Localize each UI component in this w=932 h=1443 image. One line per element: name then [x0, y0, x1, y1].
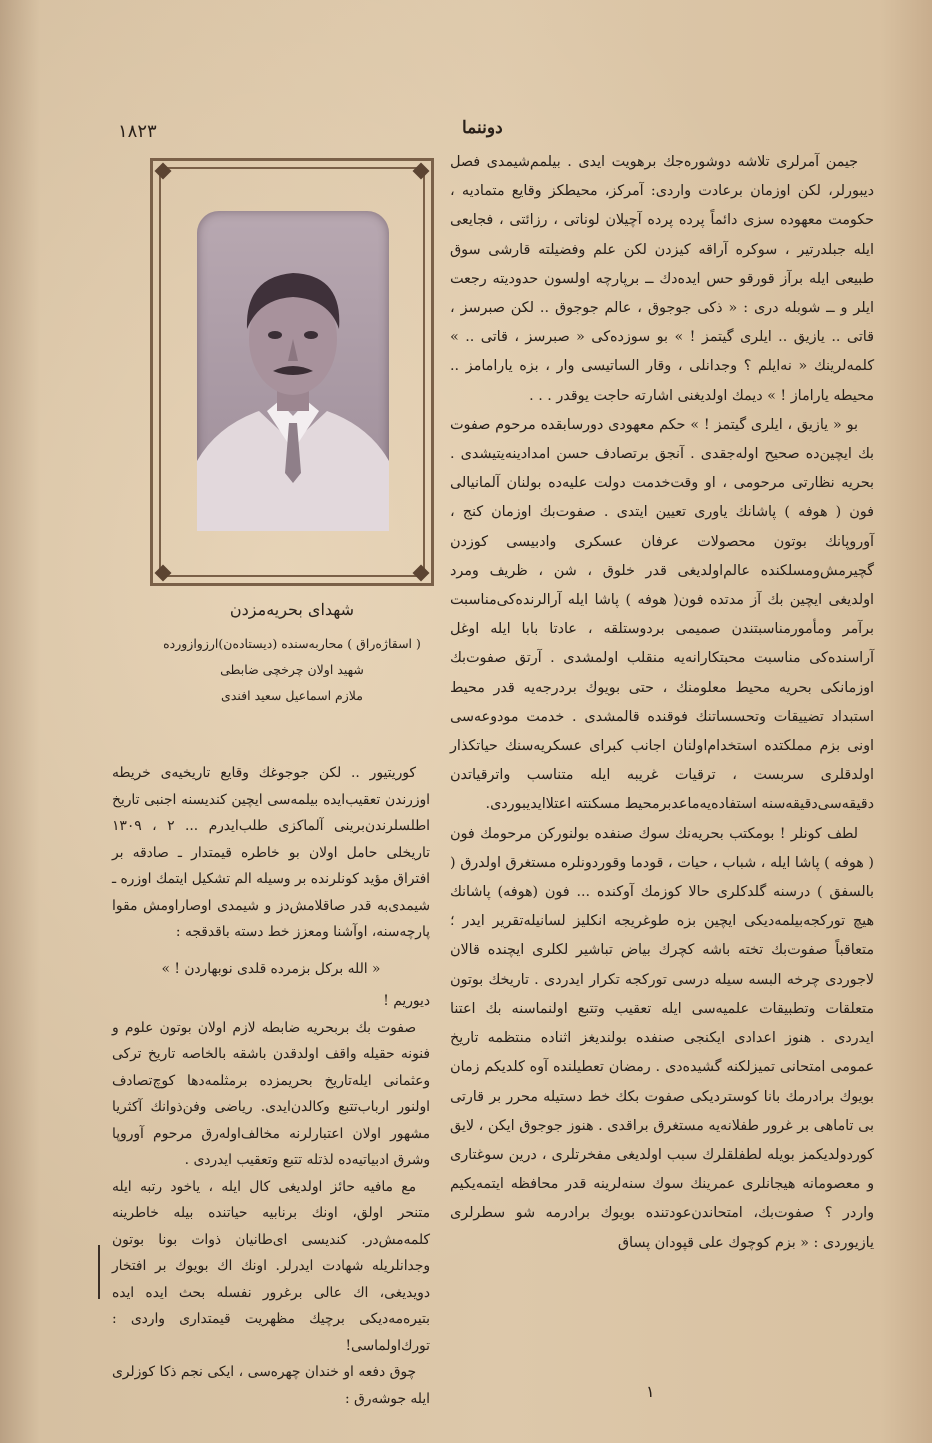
left-text-column [112, 760, 430, 1407]
left-paragraph: کوریتیور .. لکن جوجوغك وقایع تاریخیه‌ی خریطه اوزرندن تعقیب‌ایده بیلمه‌سی ایچین کندیسنه اجنبی تاریخ اطلسلرندن‌برینی آلماکزی طلب‌ایدرم ... ۲ ، ۱۳۰۹ تاریخلی حامل اولان بو خاطره قیمتدار ـ صادقه بر افتراق مؤید کونلرنده بر وسیله‌ الم تشکیل ایتمك اوزره ـ شیمدی‌به قدر صاقلامش‌دز و شیمدی اوصاراومش مقوا پارچه‌سنه، اوآشنا ومعزز خط دسته باقدقجه : [112, 765, 430, 940]
right-paragraph: بو « یازیق ، ایلری گیتمز ! » حکم معهودی دورسابقده مرحوم صفوت بك ایچین‌ده صحیح اوله‌جقدی . آنجق برتصادف حسن امدادینه‌یتیشدی . بحریه نظارتی مرحومی ، او وقت‌خدمت دولت علیه‌ده بولنان آلمانیالی فون ( هوفه ) پاشانك یاوری تعیین ایتدی . صفوت‌بك اوزمان کنج ، آورو‌پانك بوتون محصولات عرفان عسکری وادبیسی کوزدن گچیرمش‌ومسلکنده عالم‌اولدیغی قدر خلوق ، شن ، ظریف ومرد اولدیغی ایچین بك آز مدتده فون( هوفه ) پاشا ایله آرالرنده‌کی‌مناسبت برآمر ومأمورمناسبتندن صمیمی بردوستلقه ، عادتا بابا ایله اوغل آراسنده‌کی مناسبت محبتکارانه‌یه منقلب اولمشدی . آرتق صفوت‌بك اوزمانکی بحریه محیط معلومنك ، حتی بویوك بردرجه‌یه قدر محیط استبداد تضییقات وتحسساتنك فوقنده قالمشدی . خدمت مودوعه‌سی اونی بزم مملکتده استخدام‌اولنان اجانب کبرای عسکریه‌سنك حیاتکذار اولدقلری سربست ، ترقیات غریبه ایله متناسب واترقیاتدن دقیقه‌سی‌دقیقه‌سنه استفاده‌یه‌ماعدبرمحیط مسکنته اعتلاایدیبوردی. [450, 416, 874, 813]
margin-pencil-mark [98, 1245, 100, 1299]
poetry-quote: « الله برکل بزمرده قلدی نوبهاردن ! » [161, 960, 381, 977]
photo-caption-title: شهدای بحریه‌مزدن [229, 600, 355, 619]
left-subheading: دیوریم ! [383, 993, 430, 1009]
right-text-column [450, 148, 874, 1373]
photo-caption-line: ( اسقاژه‌راق ) محاربه‌سنده (دیستاده‌ن)ارزوازورده [163, 636, 421, 651]
left-paragraph: صفوت بك بربحریه ضابطه لازم اولان بوتون علوم و فنونه حقیله واقف اولدقدن باشقه بالخاصه تاریخ ترکی وعثمانی ایله‌تاریخ بحریمزده برمثلمه‌دها کوچ‌تصادف اولنور ارباب‌تتبع وکالدن‌ایدی. ریاضی وفن‌ذوانك آکثریا مشهور اولان اعتبارلرنه مخالف‌اوله‌رق مرحوم آوروپا وشرق ادبیاتیه‌ده لذتله تتبع وتعقیب ایدردی . [112, 1019, 430, 1168]
photo-caption-line: شهید اولان چرخچی ضابطی [220, 662, 364, 677]
portrait-photo [197, 211, 389, 531]
portrait-figure [197, 211, 389, 531]
left-paragraph: چوق دفعه او خندان چهره‌سی ، ایکی نجم ذکا کوزلری ایله جوشه‌رق : [112, 1364, 430, 1407]
magazine-title: دوننما [462, 118, 503, 138]
left-paragraph: مع مافیه حائز اولدیغی کال ایله ، یاخود رتبه ایله متنحر اولق، اونك برنابیه حیاتنده بیله خاطرینه کلمه‌مش‌در. کندیسی ای‌طانیان ذوات بونا بوتون وجدانلریله شهادت ایدرلر. اونك اك بویوك بر افتخار دویدیغی، اك عالی برغرور نفسله بحث ایده‌ ایده بتیره‌مه‌دیکی برچیك مظهریت قیمتداری واردی : تورك‌اولماسی! [112, 1178, 430, 1354]
right-paragraph: جیمن آمرلری تلاشه دوشوره‌جك برهویت ایدی . بیلمم‌شیمدی فصل دیبورلر، لکن اوزمان برعادت واردی: آمرکز، محیطکز وقایع متمادیه ، حکومت معهوده سزی دائماً پرده پرده آچیلان لوناتی ، رزائتی ، فجایعی ایله جبلدرتیر ، سوکره آراقه کیزدن لکن علم وفضیلته قارشی سوق طبیعی ایله برآز قورقو حس ایده‌دك ــ برپارچه اولسون حدودیته رجعت ایلر و ــ شوبله دری : « ذکی جوجوق ، عالم جوجوق .. لکن صبرسز ، قاتی .. یازیق .. ایلری گیتمز ! » بو سوزده‌کی « صبرسز ، قاتی .. » کلمه‌لرینك « نه‌ایلم ؟ وجدانلی ، وقار الساتیسی وار ، بزه یارامامز .. محیطه یاراماز ! » دیمك اولدیغنی اشارته حاجت یوقدر . . . [450, 154, 874, 404]
portrait-frame [150, 158, 434, 586]
page-number: ١٨٢٣ [118, 121, 157, 142]
right-paragraph: لطف کونلر ! بومکتب بحریه‌نك سوك صنفده بولنورکن مرحومك فون ( هوفه ) پاشا ایله ، شباب ، حیات ، قودما وقوردونلره مستغرق اولدرق ( بالسفق ) درسنه گلدکلری حالا کوزمك آوکنده ... فون (هوفه) پاشانك هیچ تورکجه‌بیلمه‌دیکی ایچین بزه طوغریجه انکلیز لسانیله‌تقریر ایدر ؛ متعاقباً صفوت‌بك تخته باشه کچرك بیاض تباشیر لکلری ایچنده قالان لاجوردی چرخه البسه‌ سیله درسی تورکجه تکرار ایدردی . تاریخك بوتون متعلقات وتطبیقات علمیه‌سی ایله تعقیب وتتبع اولنماسنه بك اعتنا ایدردی . هنوز اعدادی ایکنجی صنفده بولندیغز اثناده منتظمه تاریخ عمومی امتحانی تمیزلکنه گشیده‌دی . رمضان تعطیلنده آوه کلدیکم زمان بویوك برادرمك بانا کوستردیکی صفوت بکك خط دستیله محرر بر قارتی بی تاماهی بر غرور طفلانه‌یه مستغرق براقدی . هنوز جوجوق ایکن ، لایق کوردولدیکمز بویله لطفلقلرك سبب اولدیغی مفخرتلری ، درین سوغتاری و معصومانه هیجانلری عمرینك سوك سنه‌لرینه قدر محافظه ایتمه‌یکیم واردر ؟ صفوت‌بك، امتحاندن‌عودتنده بویوك برادرمه شو سطرلری یازیوردی : « بزم کوچوك علی قپودان پساق [450, 825, 874, 1251]
photo-caption-line: ملازم اسماعیل سعید افندی [221, 688, 363, 703]
footer-page-mark: ١ [646, 1382, 655, 1401]
